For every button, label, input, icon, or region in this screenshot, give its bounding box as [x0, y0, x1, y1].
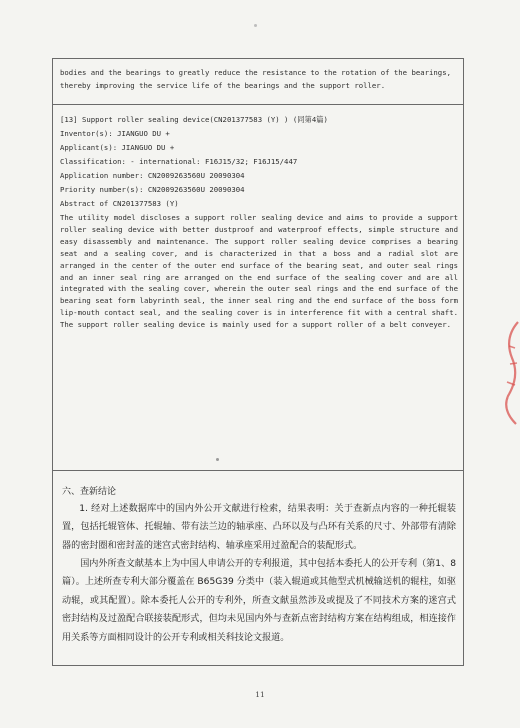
conclusion-paragraph-2: 国内外所查文献基本上为中国人申请公开的专利报道，其中包括本委托人的公开专利（第1、8篇）。上述所查专利大部分覆盖在 B65G39 分类中（装入辊道或其他型式机械输送机的辊柱，如驱动辊，或其配置）。除本委托人公开的专利外，所查文献虽然涉及或提及了不同技术方案的迷宫式密封结构及过盈配合联接装配形式，但均未见国内外与查新点密封结构方案在结构组成，相连接作用关系等方面相同设计的公开专利或相关科技论文报道。	[62, 559, 456, 643]
record-title: [13] Support roller sealing device(CN201377583 (Y) ) (同第4篇)	[60, 115, 328, 124]
red-seal-stamp-edge	[500, 318, 520, 428]
record-application-number: Application number: CN2009263560U 20090304	[60, 171, 245, 180]
record-divider	[52, 104, 464, 105]
conclusion-paragraph-1: 1. 经对上述数据库中的国内外公开文献进行检索，结果表明：关于查新点内容的一种托辊装置，包括托辊管体、托辊轴、带有法兰边的轴承座、凸环以及与凸环有关系的尺寸、外部带有清除器的密封圈和密封盖的迷宫式密封结构、轴承座采用过盈配合的装配形式。	[62, 504, 456, 551]
continuation-line-1: bodies and the bearings to greatly reduce the resistance to the rotation of the bearings,	[60, 68, 451, 77]
section-divider	[52, 470, 464, 471]
conclusion-heading: 六、查新结论	[62, 487, 117, 497]
page-number: 11	[255, 690, 265, 699]
record-priority-number: Priority number(s): CN2009263560U 20090304	[60, 185, 245, 194]
scan-speck	[254, 24, 257, 27]
record-classification: Classification: - international: F16J15/32; F16J15/447	[60, 157, 298, 166]
record-abstract-label: Abstract of CN201377583 (Y)	[60, 199, 179, 208]
scan-speck	[216, 458, 219, 461]
record-inventor: Inventor(s): JIANGUO DU +	[60, 129, 170, 138]
record-applicant: Applicant(s): JIANGUO DU +	[60, 143, 175, 152]
continuation-line-2: thereby improving the service life of the bearings and the support roller.	[60, 81, 386, 90]
record-abstract-text: The utility model discloses a support roller sealing device and aims to provide a support roller sealing device with better dustproof and waterproof effects, simple structure and easy disassembly and maintenance. The support roller sealing device comprises a bearing seat and a sealing cover, and is characterized in that a boss and a radial slot are arranged in the center of the outer end surface of the bearing seat, and outer seal rings and an inner seal ring are arranged on the end surface of the sealing cover and are all integrated with the sealing cover, wherein the outer seal rings and the end surface of the bearing seat form labyrinth seal, the inner seal ring and the end surface of the boss form lip-mouth contact seal, and the sealing cover is in interference fit with a central shaft. The support roller sealing device is mainly used for a support roller of a belt conveyer.	[60, 213, 458, 330]
